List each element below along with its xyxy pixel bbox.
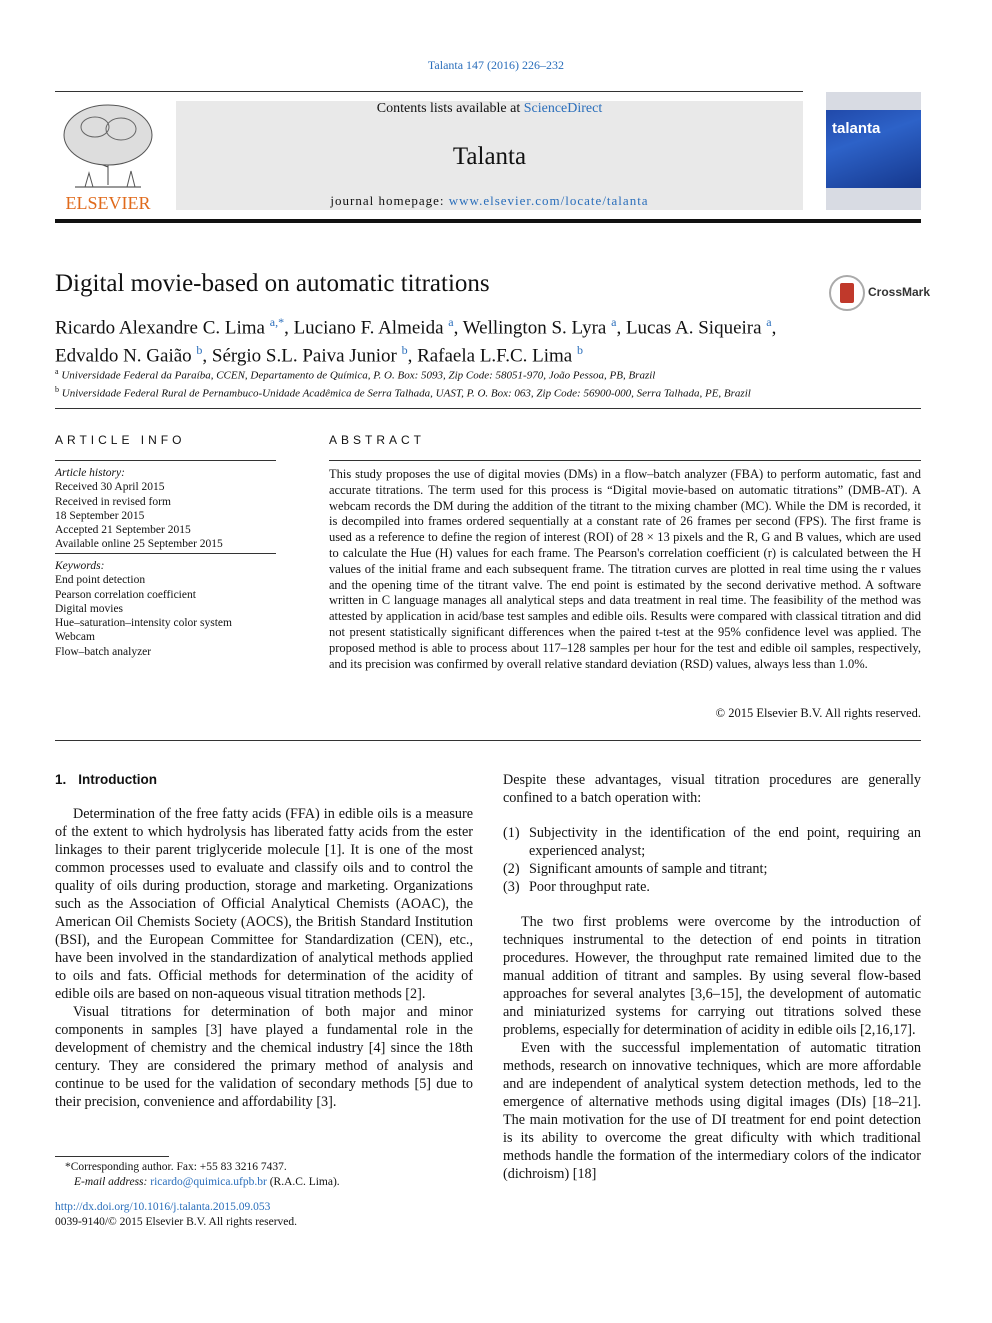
author-affil-sup[interactable]: a	[611, 315, 617, 329]
homepage-link[interactable]: www.elsevier.com/locate/talanta	[448, 193, 649, 208]
publisher-logo[interactable]	[55, 97, 161, 212]
list-item: (2) Significant amounts of sample and titrant;	[503, 861, 768, 877]
paragraph: Visual titrations for determination of both major and minor components in samples [3] have played a fundamental role in the development of chemistry and the chemical industry [4] since the 18th century. They are considered the primary method of analysis and continue to be used for the validation of secondary methods [5] due to their precision, convenience and affordability [3].	[55, 1004, 473, 1110]
abstract-text: This study proposes the use of digital movies (DMs) in a flow–batch analyzer (FBA) to perform automatic, fast and accurate titrations. The term used for this process is “Digital movie-based on automatic titrations” (DMB-AT). A webcam records the DM during the addition of the titrant to the mixing chamber (MC). While the DM is recorded, it is decompiled into frames ordered sequentially at a constant rate of 26 frames per second (FPS). The first frame is used as a reference to define the region of interest (ROI) of 28 × 13 pixels and the R, G and B values, which are used to calculate the Hue (H) values for each frame. The Pearson's correlation coefficient (r) is calculated between the H values of the initial frame and each subsequent frame. The titration curves are plotted in real time using the r values and the opening time of the titrant valve. The end point is estimated by the second derivative method. A software written in C language manages all analytical steps and data treatment in real time. The feasibility of the method was attested by application in acid/base test samples and edible oils. Results were compared with classical titration and did not present statistically significant differences when the paired t-test at the 95% confidence level was applied. The proposed method is able to process about 117–128 samples per hour for the test and edible oil samples, respectively, and its precision was confirmed by overall relative standard deviation (RSD) values, always less than 1.0%.	[329, 467, 921, 671]
body-column-right	[503, 771, 921, 1183]
paragraph: Even with the successful implementation of automatic titration methods, research on innovative techniques, which are more affordable and are independent of analytical system detection methods, led to the emergence of alternative methods using digital images (DIs) [18–21]. The main motivation for the use of DI treatment for end point detection is its ability to overcome the great dificulty with which traditional methods handle the formation of the intermediary colors of the indicator (dichroism) [18]	[503, 1040, 921, 1182]
paragraph: The two first problems were overcome by the introduction of techniques instrumental to the detection of end points in titration procedures. However, the throughput rate remained limited due to the manual addition of titrant and samples. By using several flow-based approaches for several analytes [3,6–15], the development of automatic and miniaturized systems for carrying out titrations solved these problems, especially for determination of acidity in edible oils [2,16,17].	[503, 914, 921, 1038]
divider	[55, 740, 921, 741]
keyword: Pearson correlation coefficient	[55, 588, 196, 601]
header-thick-rule	[55, 219, 921, 223]
affiliation-a: $^a$ Universidade Federal da Paraíba, CCEN, Departamento de Química, P. O. Box: 5093, Zip Code: 58051-970, João Pessoa, PB, Brazil	[55, 367, 656, 382]
email-link[interactable]: ricardo@quimica.ufpb.br	[150, 1175, 267, 1188]
cover-top-strip	[826, 92, 921, 110]
author-affil-sup[interactable]: b	[196, 343, 203, 358]
author[interactable]: Lucas A. Siqueira	[625, 317, 762, 339]
doi-block	[55, 1200, 475, 1229]
footnote-rule	[55, 1156, 169, 1157]
divider	[55, 553, 276, 554]
author-affil-sup[interactable]: b	[401, 343, 408, 358]
body-column-left	[55, 771, 473, 1111]
article-info-heading: ARTICLE INFO	[55, 433, 186, 447]
homepage-line: journal homepage: www.elsevier.com/locate/talanta	[330, 193, 649, 208]
divider	[55, 460, 276, 461]
author-affil-sup[interactable]: a	[766, 315, 772, 329]
author[interactable]: Sérgio S.L. Paiva Junior	[211, 345, 397, 367]
list-item: (3) Poor throughput rate.	[503, 879, 650, 895]
author[interactable]: Ricardo Alexandre C. Lima	[55, 317, 265, 339]
journal-title: Talanta	[452, 143, 527, 170]
history-item: Accepted 21 September 2015	[55, 524, 191, 537]
list-item: (1) Subjectivity in the identification of the end point, requiring an experienced analyst;	[503, 825, 921, 859]
keywords-label: Keywords:	[55, 560, 105, 572]
history-item: Received in revised form	[55, 495, 171, 508]
keyword: Digital movies	[55, 602, 124, 615]
journal-banner	[176, 101, 803, 210]
problem-list	[503, 824, 921, 896]
journal-citation[interactable]: Talanta 147 (2016) 226–232	[427, 58, 565, 72]
abstract-copyright: © 2015 Elsevier B.V. All rights reserved.	[715, 706, 921, 720]
author-affil-sup[interactable]: a,*	[269, 315, 285, 329]
crossmark-icon	[829, 275, 865, 311]
header-rule	[55, 91, 803, 92]
history-label: Article history:	[55, 467, 125, 479]
contents-line: Contents lists available at ScienceDirect	[376, 101, 603, 116]
paragraph: Determination of the free fatty acids (FFA) in edible oils is a measure of the extent to which hydrolysis has liberated fatty acids from the ester linkages to their parent triglyceride molecule [1]. It is one of the most common processes used to evaluate and classify oils and to control the quality of oils during production, storage and marketing. Organizations such as the Association of Official Analytical Chemists (AOAC), the American Oil Chemists Society (AOCS), the British Standard Institution (BSI), and the European Committee for Standardization (CEN), etc., have been involved in the standardization of analytical methods applied to oils and fats. Official methods for determination of the acidity of edible oils are based on non-aqueous visual titration methods [2].	[55, 806, 473, 1002]
author[interactable]: Wellington S. Lyra	[462, 317, 607, 339]
affiliations	[55, 365, 921, 400]
footnote	[55, 1160, 475, 1189]
corresponding-author: *Corresponding author. Fax: +55 83 3216 7437.	[65, 1161, 287, 1173]
author-affil-sup[interactable]: a	[448, 315, 454, 329]
crossmark-label: CrossMark	[868, 285, 931, 299]
paragraph: Despite these advantages, visual titration procedures are generally confined to a batch operation with:	[503, 772, 921, 806]
history-item: Available online 25 September 2015	[55, 538, 223, 551]
author[interactable]: Luciano F. Almeida	[293, 317, 444, 339]
keyword: Webcam	[55, 631, 95, 644]
issn-line: 0039-9140/© 2015 Elsevier B.V. All rights reserved.	[55, 1215, 298, 1228]
keyword: End point detection	[55, 574, 146, 587]
abstract-heading: ABSTRACT	[329, 433, 426, 447]
author[interactable]: Rafaela L.F.C. Lima	[417, 345, 573, 367]
affiliation-b: $^b$ Universidade Federal Rural de Pernambuco-Unidade Acadêmica de Serra Talhada, UAST, P. O. Box: 063, Zip Code: 56900-000, Serra Talhada, PE, Brazil	[55, 384, 751, 400]
divider	[55, 408, 921, 409]
divider	[329, 460, 921, 461]
keyword: Flow–batch analyzer	[55, 645, 152, 658]
email-line: E-mail address: ricardo@quimica.ufpb.br (R.A.C. Lima).	[74, 1175, 340, 1188]
article-history	[55, 466, 276, 552]
keywords	[55, 559, 276, 659]
history-item: Received 30 April 2015	[55, 481, 165, 494]
author-list: Ricardo Alexandre C. Lima $^{a,*}$, Luciano F. Almeida $^a$, Wellington S. Lyra $^a$, Lucas A. Siqueira $^a$, Edvaldo N. Gaião $^b$, Sérgio S.L. Paiva Junior $^b$, Rafaela L.F.C. Lima $^b$	[55, 315, 777, 367]
author[interactable]: Edvaldo N. Gaião	[55, 345, 192, 367]
crossmark-button[interactable]	[829, 275, 931, 311]
cover-bottom-strip	[826, 188, 921, 210]
sciencedirect-link[interactable]: ScienceDirect	[523, 101, 603, 116]
doi-link[interactable]: http://dx.doi.org/10.1016/j.talanta.2015.09.053	[55, 1201, 271, 1213]
cover-title: talanta	[832, 120, 881, 137]
publisher-name: ELSEVIER	[65, 193, 151, 212]
section-heading: 1. Introduction	[55, 772, 157, 787]
history-item: 18 September 2015	[55, 509, 145, 522]
journal-cover[interactable]	[826, 92, 921, 210]
article-title: Digital movie-based on automatic titrations	[55, 270, 490, 297]
keyword: Hue–saturation–intensity color system	[55, 617, 232, 630]
author-affil-sup[interactable]: b	[577, 343, 583, 358]
